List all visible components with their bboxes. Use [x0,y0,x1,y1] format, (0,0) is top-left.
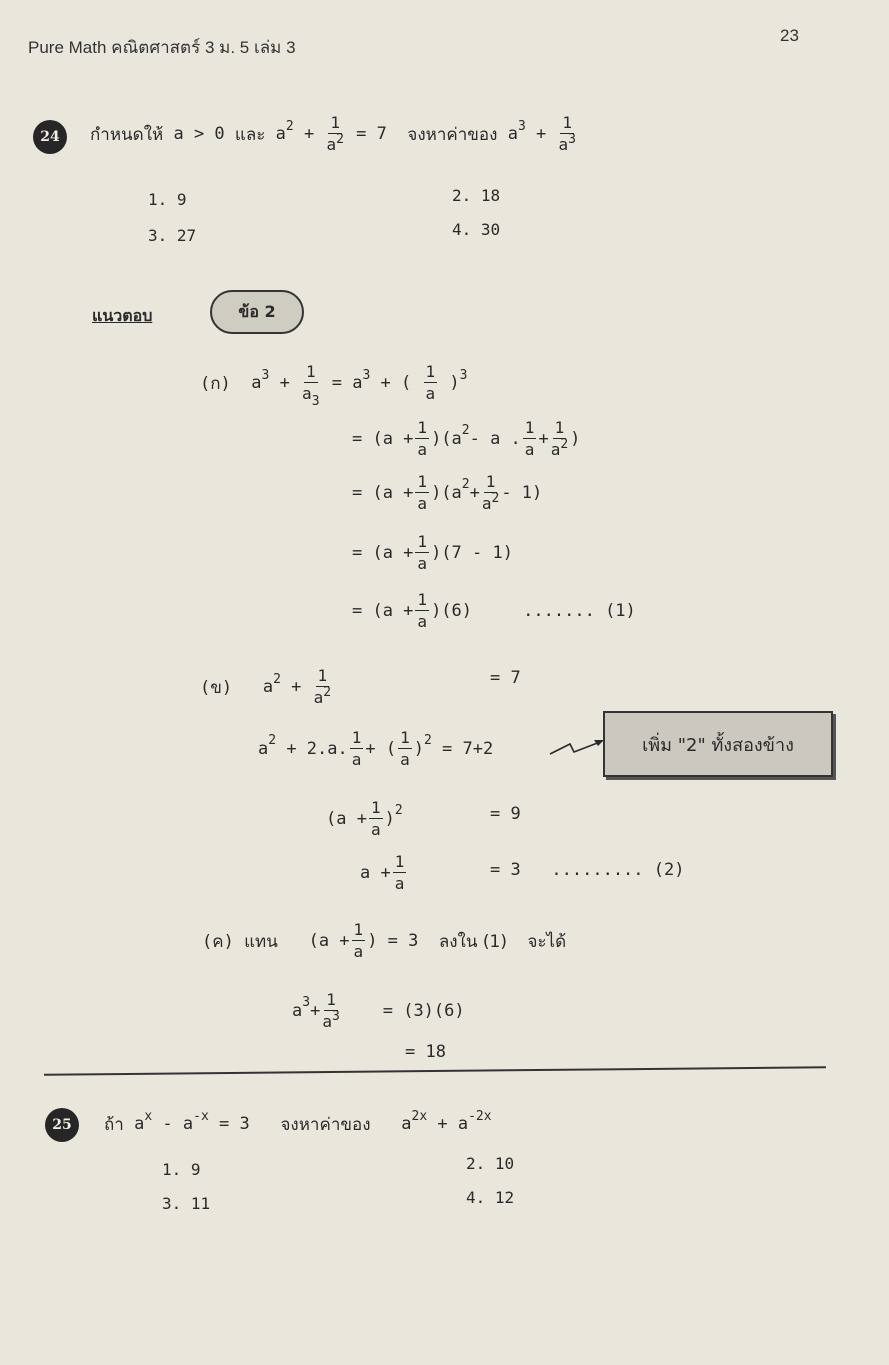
answer-label: แนวตอบ [92,306,153,325]
part-c-label: (ค) [202,931,234,952]
q25-condition: $a^x - a^{-x} = 3$ [134,1109,250,1134]
question-24-stem [90,104,578,164]
marker-2: (2) [653,860,685,880]
step-c-line-1: (ค) แทน (a + $\frac{1}{a}$ ) = 3 ลงใน (1) จะได้ [202,920,567,961]
q24-target-expression: $a^3$ + $\frac{1}{a^3}$ [507,113,576,154]
q24-choice-4: 4. 30 [452,220,501,239]
step-a-line-5: = (a + $\frac{1}{a}$ )(6) ....... (1) [352,590,636,631]
step-b-line-1: (ข) $a^2$ + $\frac{1}{a^2}$ [200,666,332,707]
step-c-replace: แทน [244,931,278,952]
step-a-line-2: = (a + $\frac{1}{a}$ )(a $^2$ - a . $\frac{1}{a}$ + $\frac{1}{a^2}$ ) [352,418,581,459]
marker-1: (1) [605,601,636,621]
q25-choice-2: 2. 10 [466,1154,515,1173]
step-c-result: = 18 [405,1042,446,1062]
section-divider [44,1066,826,1076]
step-b-line-1-rhs: = 7 [490,668,521,688]
step-c-into: ลงใน (1) [438,931,507,952]
q25-choice-4: 4. 12 [466,1188,515,1207]
question-number-badge: 24 [33,120,67,154]
part-a-label: (ก) [200,373,231,394]
book-title: Pure Math คณิตศาสตร์ 3 ม. 5 เล่ม 3 [28,38,296,57]
question-number-badge: 25 [45,1108,79,1142]
q25-choice-1: 1. 9 [162,1160,201,1179]
q25-prefix: ถ้า [104,1114,124,1135]
page-number: 23 [780,26,799,45]
q24-given: a > 0 [173,124,225,144]
q25-choice-3: 3. 11 [162,1194,211,1213]
answer-choice-badge: ข้อ 2 [210,290,304,334]
q25-find: จงหาค่าของ [280,1114,371,1135]
q24-find: จงหาค่าของ [407,124,498,145]
q24-choice-3: 3. 27 [148,226,197,245]
arrow-icon [548,732,606,762]
callout-add-two-both-sides: เพิ่ม "2" ทั้งสองข้าง [603,711,833,777]
step-b-line-3-rhs: = 9 [490,804,521,824]
q25-target-expression: $a^{2x} + a^{-2x}$ [401,1109,492,1134]
q24-condition: $a^2$ + $\frac{1}{a^2}$ = 7 [275,113,387,154]
q24-choice-1: 1. 9 [148,190,187,209]
step-a-line-3: = (a + $\frac{1}{a}$ )(a $^2$ + $\frac{1}{a^2}$ - 1) [352,472,543,513]
q24-prefix: กำหนดให้ [90,124,164,145]
step-b-line-3: (a + $\frac{1}{a}$ ) $^2$ [326,798,403,839]
step-c-line-2: a $^3$ + $\frac{1}{a^3}$ = (3)(6) [292,990,465,1031]
step-b-line-2: a $^2$ + 2.a. $\frac{1}{a}$ + ( $\frac{1}{a}$ ) $^2$ = 7+2 [258,728,494,769]
step-b-line-4: a + $\frac{1}{a}$ [360,852,405,893]
step-a-line-4: = (a + $\frac{1}{a}$ )(7 - 1) [352,532,513,573]
step-a-line-1: (ก) $a^3$ + $\frac{1}{a_3}$ = $a^3$ + ( $\frac{1}{a}$ )$^3$ [200,362,468,409]
q24-and: และ [234,124,266,145]
step-b-line-4-rhs: = 3 ......... (2) [490,860,685,880]
part-b-label: (ข) [200,677,233,698]
q24-choice-2: 2. 18 [452,186,501,205]
question-25-stem [104,1104,492,1144]
step-c-get: จะได้ [527,931,567,952]
